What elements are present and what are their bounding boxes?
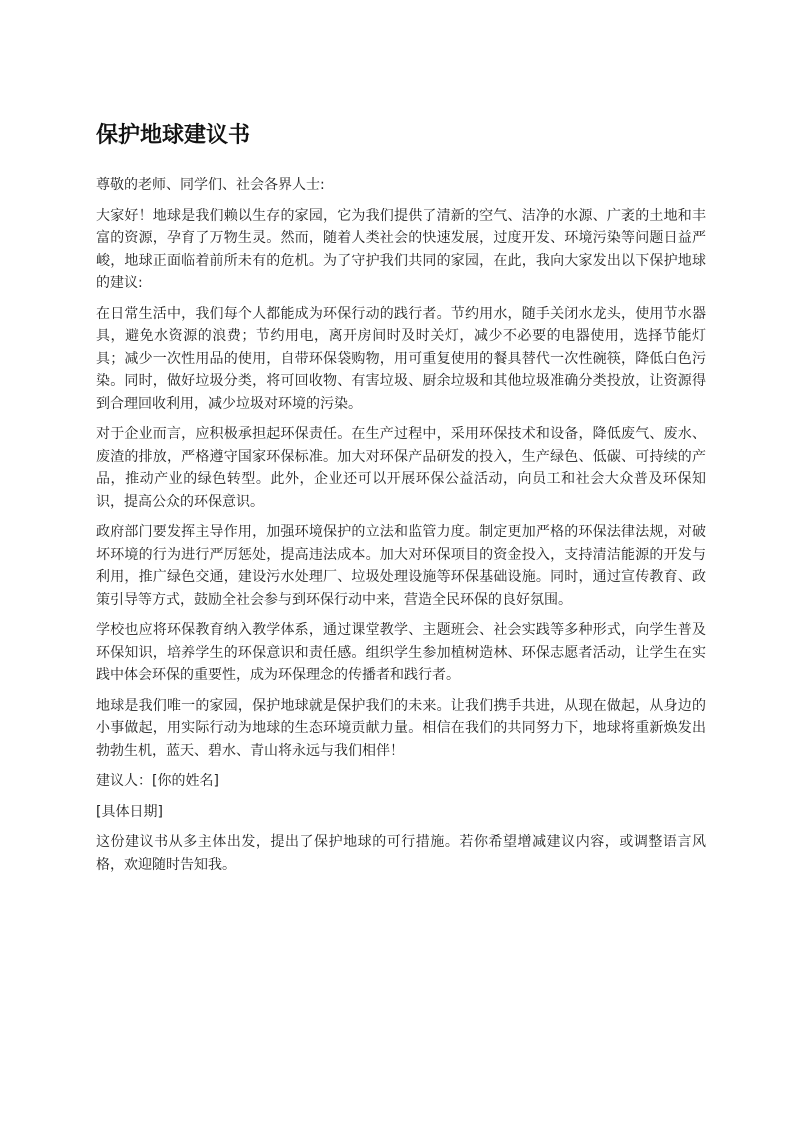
paragraph-daily-life: 在日常生活中，我们每个人都能成为环保行动的践行者。节约用水，随手关闭水龙头，使用节水器具，避免水资源的浪费；节约用电，离开房间时及时关灯，减少不必要的电器使用，选择节能灯具；减少一次性用品的使用，自带环保袋购物，用可重复使用的餐具替代一次性碗筷，降低白色污染。同时，做好垃圾分类，将可回收物、有害垃圾、厨余垃圾和其他垃圾准确分类投放，让资源得到合理回收利用，减少垃圾对环境的污染。 — [96, 305, 706, 412]
paragraph-conclusion: 地球是我们唯一的家园，保护地球就是保护我们的未来。让我们携手共进，从现在做起，从身边的小事做起，用实际行动为地球的生态环境贡献力量。相信在我们的共同努力下，地球将重新焕发出勃勃生机，蓝天、碧水、青山将永远与我们相伴！ — [96, 697, 706, 759]
paragraph-schools: 学校也应将环保教育纳入教学体系，通过课堂教学、主题班会、社会实践等多种形式，向学生普及环保知识，培养学生的环保意识和责任感。组织学生参加植树造林、环保志愿者活动，让学生在实践中体会环保的重要性，成为环保理念的传播者和践行者。 — [96, 622, 706, 683]
paragraph-intro: 大家好！地球是我们赖以生存的家园，它为我们提供了清新的空气、洁净的水源、广袤的土地和丰富的资源，孕育了万物生灵。然而，随着人类社会的快速发展，过度开发、环境污染等问题日益严峻，地球正面临着前所未有的危机。为了守护我们共同的家园，在此，我向大家发出以下保护地球的建议: — [96, 207, 706, 291]
paragraph-government: 政府部门要发挥主导作用，加强环境保护的立法和监管力度。制定更加严格的环保法律法规，对破坏环境的行为进行严厉惩处，提高违法成本。加大对环保项目的资金投入，支持清洁能源的开发与利用，推广绿色交通，建设污水处理厂、垃圾处理设施等环保基础设施。同时，通过宣传教育、政策引导等方式，鼓励全社会参与到环保行动中来，营造全民环保的良好氛围。 — [96, 524, 706, 608]
document-page — [96, 120, 706, 884]
date: [具体日期] — [96, 803, 163, 820]
closing-note: 这份建议书从多主体出发，提出了保护地球的可行措施。若你希望增减建议内容，或调整语言风格，欢迎随时告知我。 — [96, 834, 706, 873]
document-title: 保护地球建议书 — [96, 123, 251, 148]
salutation: 尊敬的老师、同学们、社会各界人士: — [96, 177, 325, 193]
signature: 建议人：[你的姓名] — [96, 773, 219, 789]
paragraph-enterprises: 对于企业而言，应积极承担起环保责任。在生产过程中，采用环保技术和设备，降低废气、废水、废渣的排放，严格遵守国家环保标准。加大对环保产品研发的投入，生产绿色、低碳、可持续的产品，推动产业的绿色转型。此外，企业还可以开展环保公益活动，向员工和社会大众普及环保知识，提高公众的环保意识。 — [96, 426, 706, 510]
